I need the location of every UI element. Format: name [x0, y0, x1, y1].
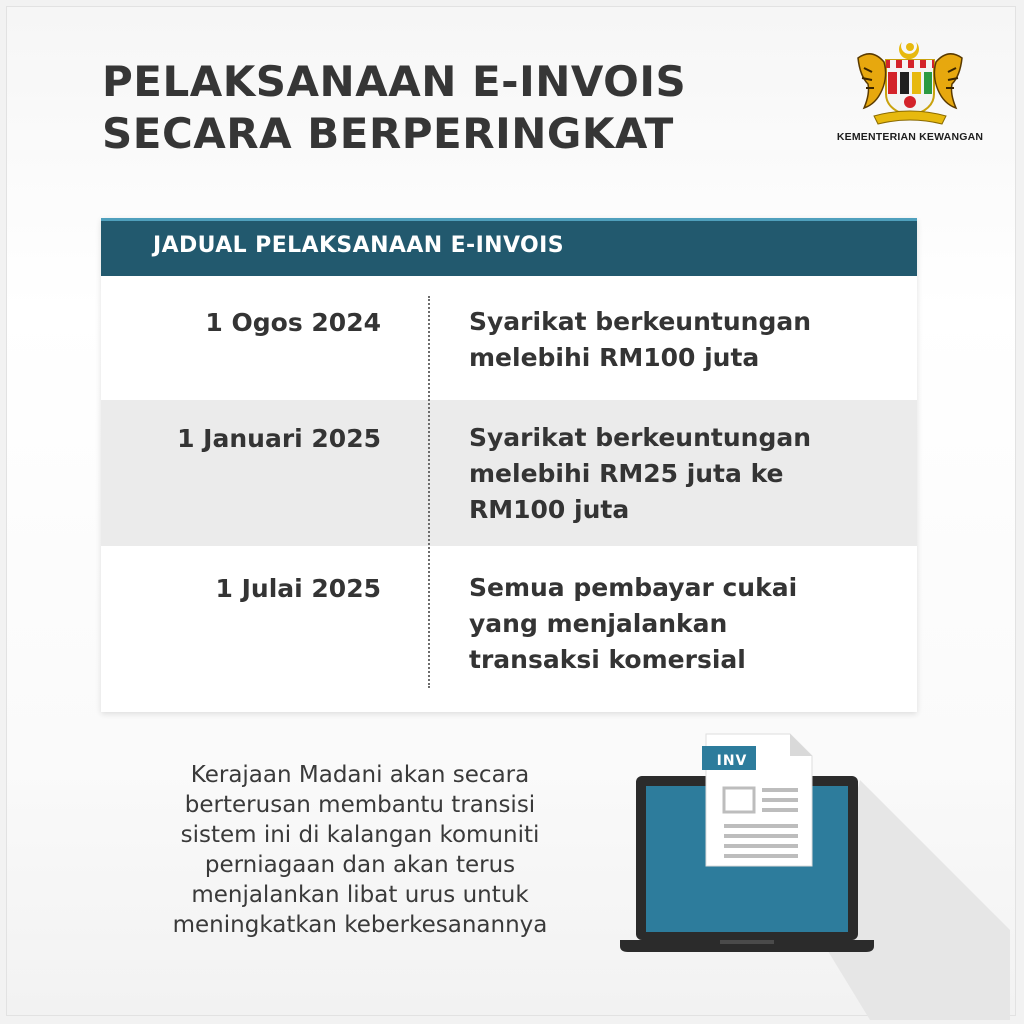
- laptop-invoice-icon: [620, 730, 1010, 1020]
- row-date: 1 Julai 2025: [215, 574, 381, 603]
- row-description-line: melebihi RM25 juta ke: [469, 459, 784, 488]
- row-description-line: yang menjalankan: [469, 609, 728, 638]
- row-description-line: Syarikat berkeuntungan: [469, 423, 812, 452]
- ministry-name: KEMENTERIAN KEWANGAN: [836, 131, 984, 143]
- row-description: [469, 420, 899, 528]
- schedule-table-header: [101, 218, 917, 276]
- note-line: menjalankan libat urus untuk: [191, 882, 529, 908]
- row-date: 1 Ogos 2024: [205, 308, 381, 337]
- note-line: berterusan membantu transisi: [184, 792, 536, 818]
- page-title: [102, 56, 802, 160]
- row-description-line: RM100 juta: [469, 495, 630, 524]
- coat-of-arms-icon: [850, 38, 970, 128]
- schedule-table: [101, 218, 917, 712]
- column-divider: [428, 296, 430, 688]
- table-row: [101, 276, 917, 400]
- row-description-line: melebihi RM100 juta: [469, 343, 760, 372]
- note-line: Kerajaan Madani akan secara: [190, 762, 530, 788]
- note-line: perniagaan dan akan terus: [204, 852, 516, 878]
- schedule-table-title: JADUAL PELAKSANAAN E-INVOIS: [153, 233, 564, 258]
- note-line: meningkatkan keberkesanannya: [172, 912, 548, 938]
- row-description: [469, 570, 899, 678]
- row-description-line: transaksi komersial: [469, 645, 746, 674]
- row-description-line: Semua pembayar cukai: [469, 573, 798, 602]
- row-description: [469, 304, 899, 376]
- note-line: sistem ini di kalangan komuniti: [180, 822, 540, 848]
- closing-note: [100, 760, 620, 940]
- title-line-1: PELAKSANAAN E-INVOIS: [102, 57, 687, 106]
- table-row: [101, 400, 917, 546]
- row-description-line: Syarikat berkeuntungan: [469, 307, 812, 336]
- title-line-2: SECARA BERPERINGKAT: [102, 109, 674, 158]
- invoice-badge: INV: [716, 753, 748, 769]
- table-row: [101, 546, 917, 712]
- row-date: 1 Januari 2025: [177, 424, 381, 453]
